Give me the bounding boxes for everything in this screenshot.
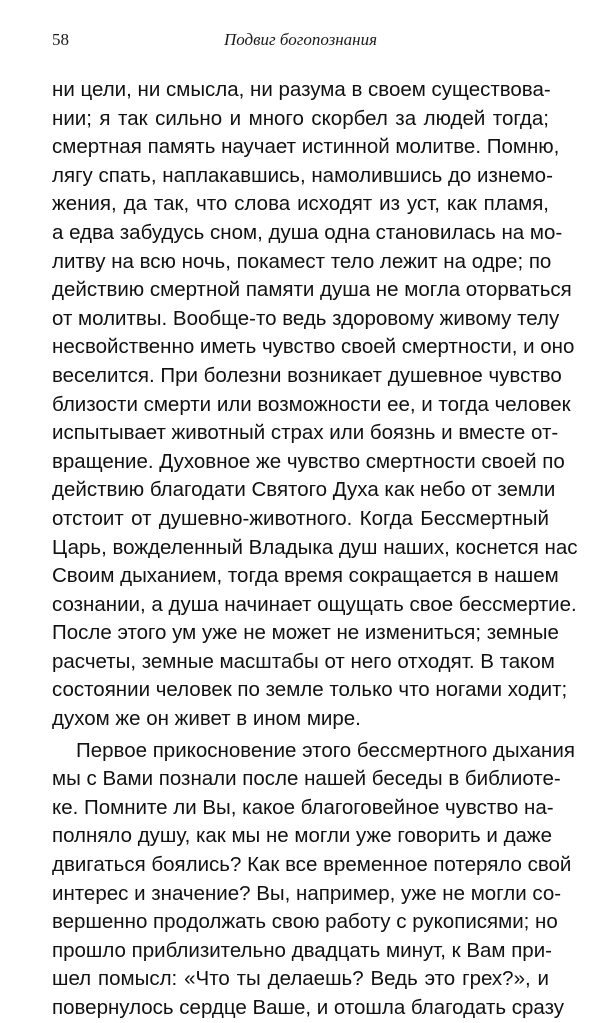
text-line: несвойственно иметь чувство своей смертности, и оно bbox=[52, 335, 575, 359]
text-line: от молитвы. Вообще-то ведь здоровому живому телу bbox=[52, 306, 560, 330]
text-line: жения, да так, что слова исходят из уст, как пламя, bbox=[52, 192, 549, 216]
text-line: Царь, вожделенный Владыка душ наших, коснется нас bbox=[52, 535, 578, 559]
text-line: Первое прикосновение этого бессмертного дыхания bbox=[76, 738, 575, 762]
body-text bbox=[52, 76, 578, 1023]
text-line: смертная память научает истинной молитве. Помню, bbox=[52, 135, 560, 159]
paragraph-2 bbox=[52, 737, 575, 1023]
text-line: духом же он живет в ином мире. bbox=[52, 707, 361, 731]
text-line: ке. Помните ли Вы, какое благоговейное чувство на- bbox=[52, 795, 554, 819]
text-line: Своим дыханием, тогда время сокращается в нашем bbox=[52, 564, 559, 588]
text-line: вращение. Духовное же чувство смертности своей по bbox=[52, 449, 565, 473]
text-line: полняло душу, как мы не могли уже говорить и даже bbox=[52, 824, 553, 848]
text-line: сознании, а душа начинает ощущать свое бессмертие. bbox=[52, 592, 577, 616]
text-line: ни цели, ни смысла, ни разума в своем существова- bbox=[52, 78, 551, 101]
text-line: литву на всю ночь, покамест тело лежит на одре; по bbox=[52, 249, 552, 273]
text-line: прошло приблизительно двадцать минут, к Вам при- bbox=[52, 938, 552, 962]
text-line: шел помысл: «Что ты делаешь? Ведь это грех?», и bbox=[52, 967, 549, 991]
page-number: 58 bbox=[52, 30, 69, 49]
text-line: лягу спать, наплакавшись, намолившись до изнемо- bbox=[52, 163, 553, 187]
text-line: действию благодати Святого Духа как небо от земли bbox=[52, 478, 556, 502]
text-line: нии; я так сильно и много скорбел за людей тогда; bbox=[52, 106, 549, 130]
text-line: двигаться боялись? Как все временное потеряло свой bbox=[52, 853, 572, 877]
running-title: Подвиг богопознания bbox=[223, 30, 378, 49]
text-line: интерес и значение? Вы, например, уже не могли со- bbox=[52, 881, 562, 905]
paragraph-1 bbox=[52, 76, 578, 734]
text-line: После этого ум уже не может не измениться; земные bbox=[52, 621, 559, 645]
text-line: близости смерти или возможности ее, и тогда человек bbox=[52, 392, 571, 416]
text-line: повернулось сердце Ваше, и отошла благодать сразу bbox=[52, 996, 565, 1019]
text-line: а едва забудусь сном, душа одна становилась на мо- bbox=[52, 220, 563, 244]
text-line: мы с Вами познали после нашей беседы в библиоте- bbox=[52, 767, 561, 791]
text-line: вершенно продолжать свою работу с рукописями; но bbox=[52, 910, 558, 934]
text-line: веселится. При болезни возникает душевное чувство bbox=[52, 363, 562, 387]
text-line: расчеты, земные масштабы от него отходят. В таком bbox=[52, 649, 555, 673]
text-line: действию смертной памяти душа не могла оторваться bbox=[52, 278, 572, 302]
text-line: состоянии человек по земле только что ногами ходит; bbox=[52, 678, 568, 702]
text-line: отстоит от душевно-животного. Когда Бессмертный bbox=[52, 506, 549, 530]
text-line: испытывает животный страх или боязнь и вместе от- bbox=[52, 421, 559, 445]
page-header bbox=[52, 24, 549, 52]
